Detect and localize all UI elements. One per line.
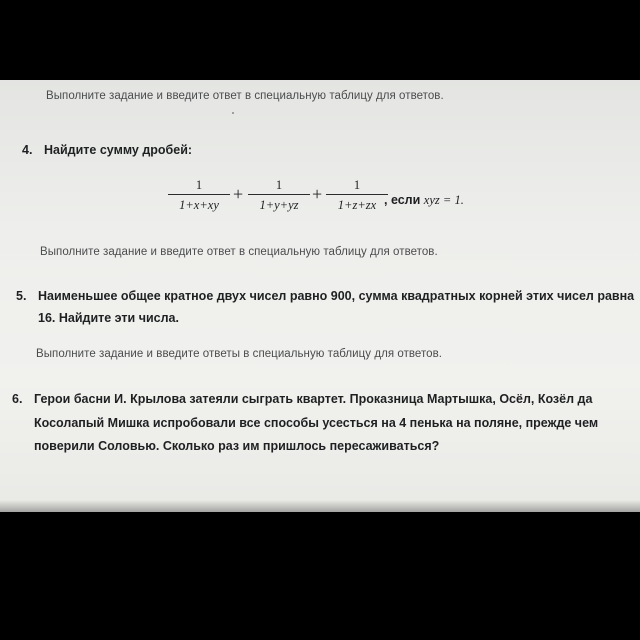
fraction-3-denominator: 1+z+zx bbox=[337, 198, 377, 212]
fraction-3-bar bbox=[326, 194, 388, 195]
paper-speck bbox=[232, 112, 234, 114]
fraction-2-denominator: 1+y+yz bbox=[259, 198, 299, 212]
fraction-3 bbox=[326, 177, 388, 213]
task-4-prompt: Найдите сумму дробей: bbox=[44, 143, 193, 157]
fraction-1 bbox=[168, 177, 230, 213]
instruction-text: Выполните задание и введите ответ в специальную таблицу для ответов. bbox=[40, 246, 438, 258]
fraction-2 bbox=[248, 177, 310, 213]
fraction-1-bar bbox=[168, 194, 230, 195]
task-5-line-2: 16. Найдите эти числа. bbox=[38, 311, 179, 325]
task-6-line-2: Косолапый Мишка испробовали все способы усесться на 4 пенька на поляне, прежде чем bbox=[34, 416, 599, 430]
task-6-number: 6. bbox=[12, 392, 23, 406]
page-edge-shadow bbox=[0, 500, 640, 514]
task-5-line-1: Наименьшее общее кратное двух чисел равно 900, сумма квадратных корней этих чисел равна bbox=[38, 289, 635, 303]
fraction-2-bar bbox=[248, 194, 310, 195]
fraction-1-denominator: 1+x+xy bbox=[179, 198, 219, 212]
fraction-3-numerator: 1 bbox=[353, 178, 361, 192]
worksheet-page bbox=[0, 80, 640, 512]
task-4-condition bbox=[384, 193, 464, 208]
fraction-2-numerator: 1 bbox=[275, 178, 283, 192]
task-6-line-3: поверили Соловью. Сколько раз им пришлось пересаживаться? bbox=[34, 439, 440, 453]
instruction-text-plural: Выполните задание и введите ответы в специальную таблицу для ответов. bbox=[36, 348, 443, 360]
plus-sign-1: + bbox=[233, 184, 244, 204]
task-5-number: 5. bbox=[16, 289, 27, 303]
condition-expression: xyz = 1. bbox=[423, 193, 464, 207]
task-6-line-1: Герои басни И. Крылова затеяли сыграть квартет. Проказница Мартышка, Осёл, Козёл да bbox=[34, 392, 593, 406]
task-4-number: 4. bbox=[22, 143, 33, 157]
instruction-text: Выполните задание и введите ответ в специальную таблицу для ответов. bbox=[46, 90, 444, 102]
condition-word: , если bbox=[384, 193, 421, 207]
fraction-1-numerator: 1 bbox=[195, 178, 203, 192]
plus-sign-2: + bbox=[312, 184, 323, 204]
